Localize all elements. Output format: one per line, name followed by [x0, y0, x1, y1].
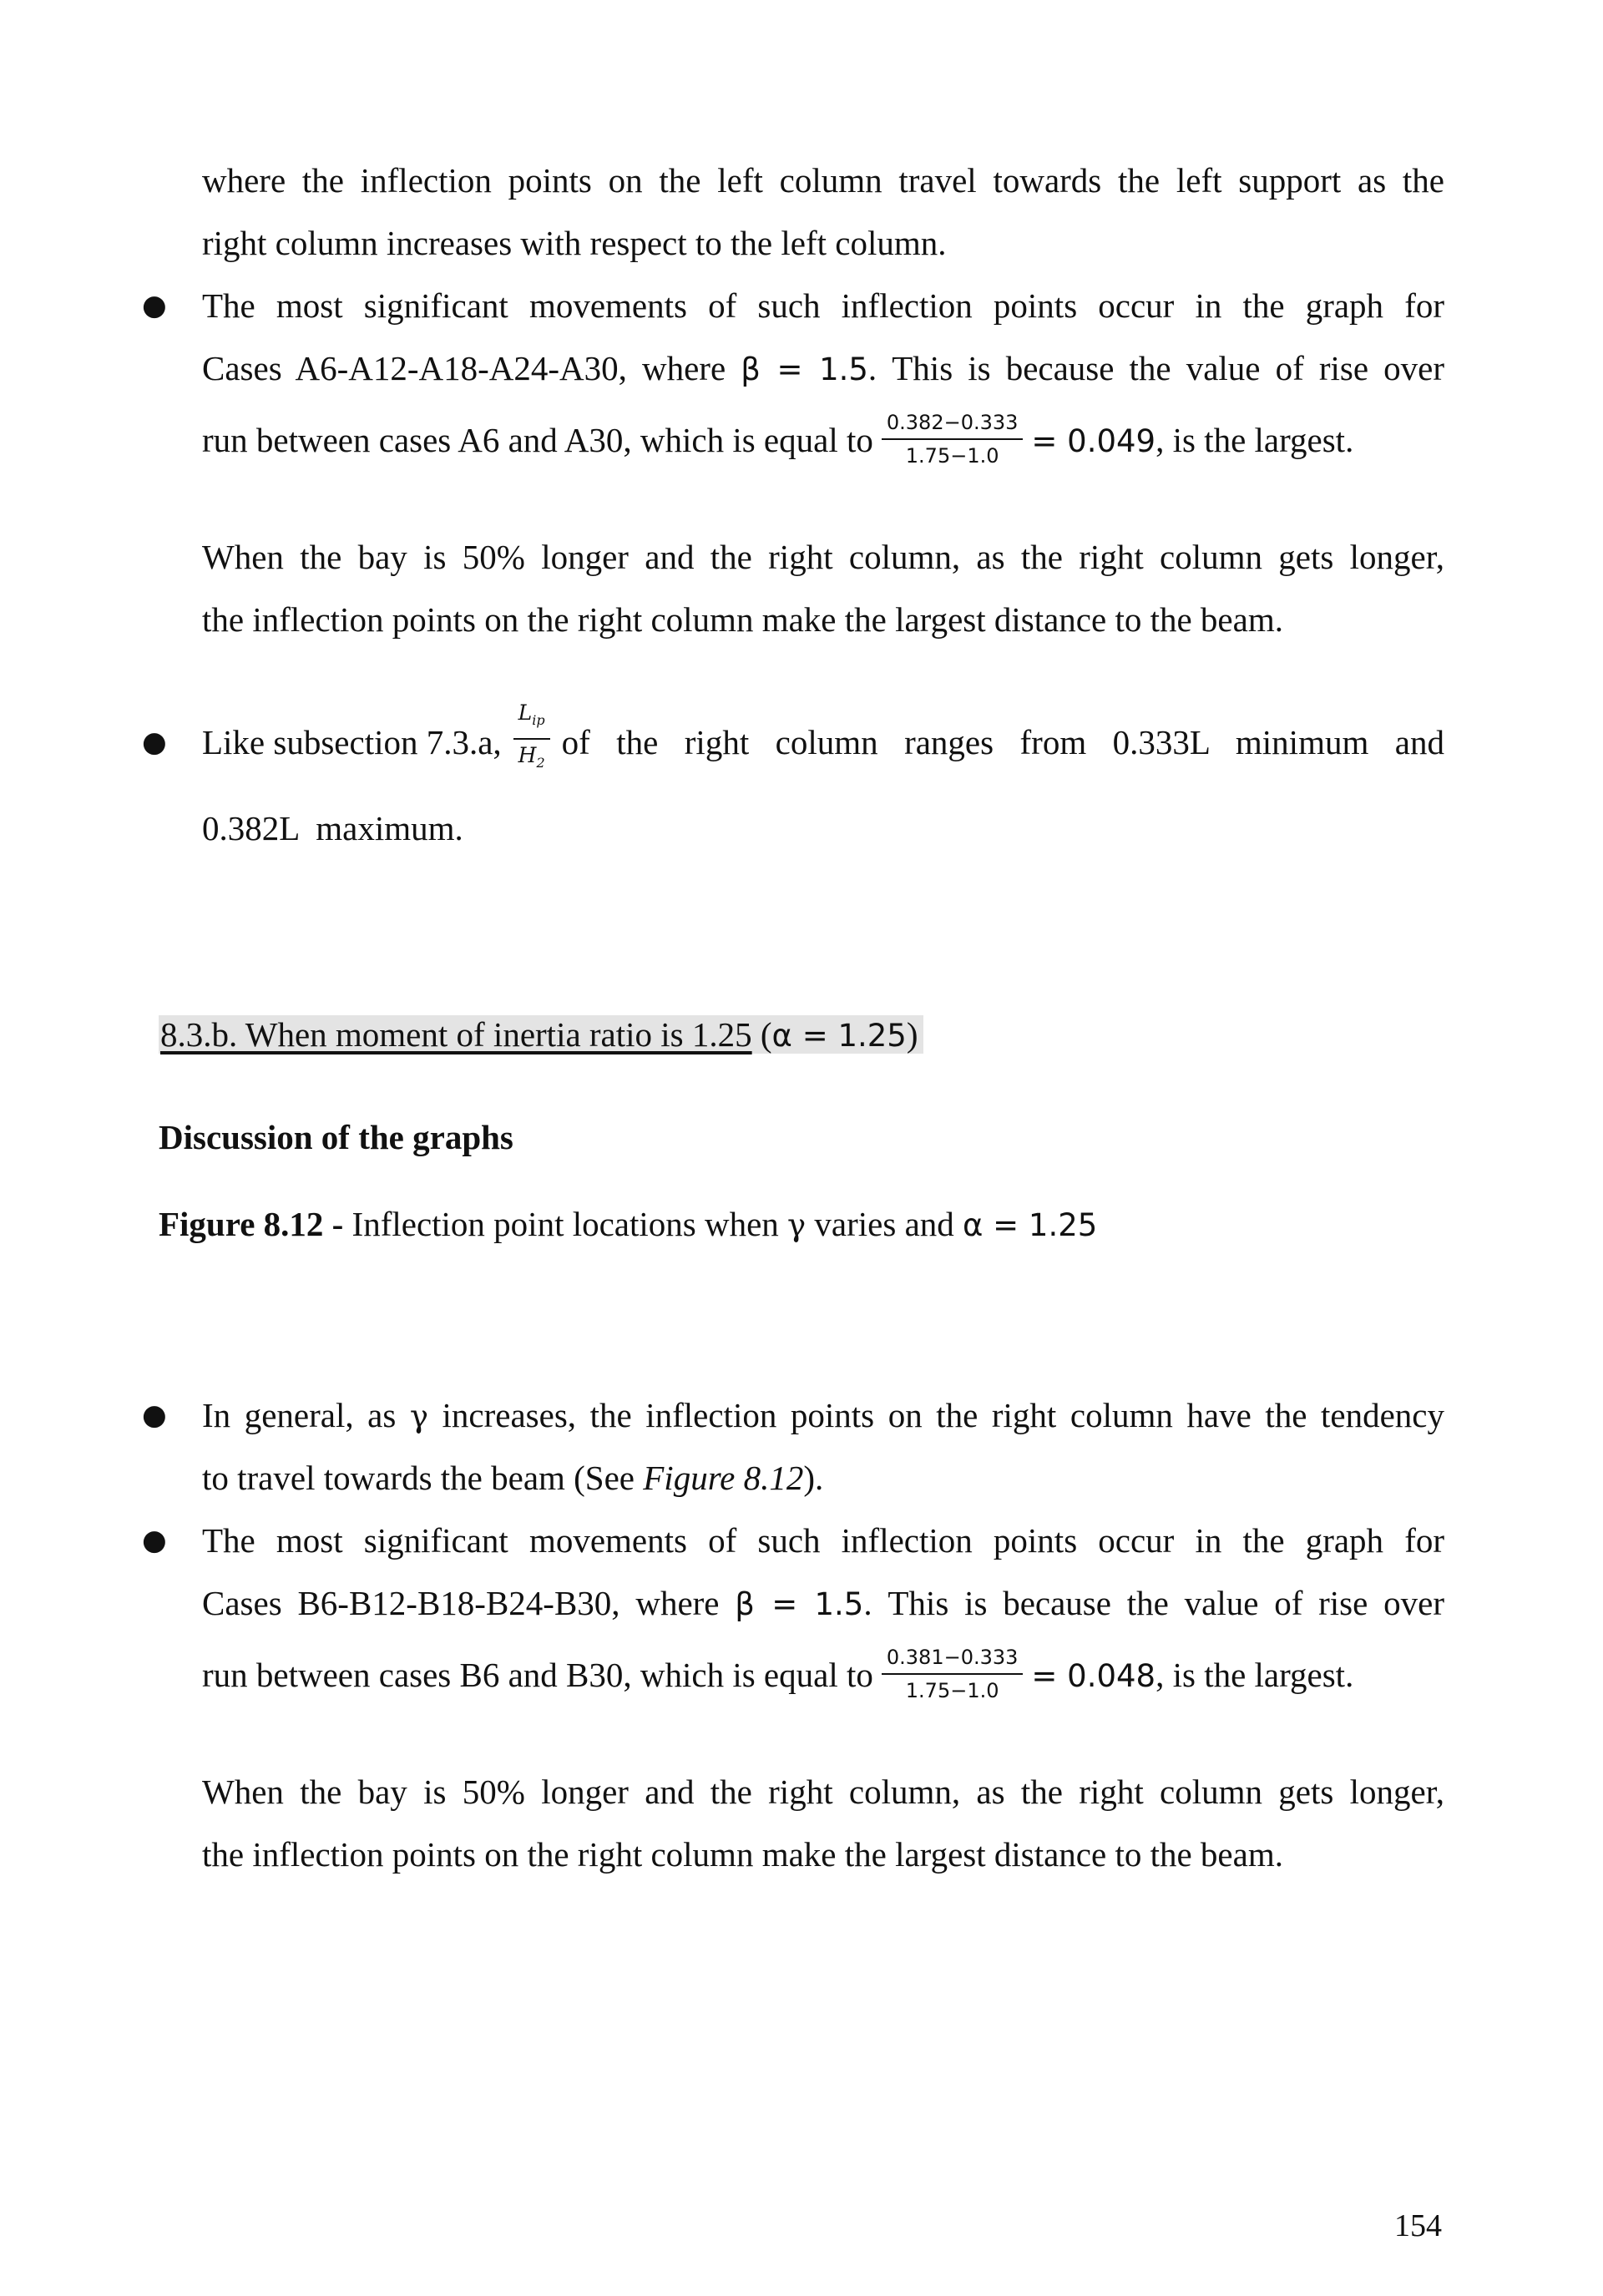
paragraph-line [202, 1384, 1444, 1448]
text: to travel towards the beam (See [202, 1459, 644, 1497]
text: run between cases A6 and A30, which is equal to [202, 421, 873, 459]
bullet-icon: ● [142, 726, 167, 759]
beta-equation: β = 1.5 [741, 351, 868, 387]
variable-l: L [518, 700, 533, 725]
section-title-text: 8.3.b. When moment of inertia ratio is 1.25 [160, 1015, 752, 1054]
text: The most significant movements of such inflection points occur in the graph for [202, 286, 1444, 325]
subscript-ip: ip [532, 711, 545, 728]
text: . This is because the value of rise over [863, 1584, 1444, 1622]
paragraph-line [202, 1510, 1444, 1572]
paragraph-line [202, 589, 1444, 651]
text: ( [751, 1015, 772, 1054]
text: Cases B6-B12-B18-B24-B30, where [202, 1584, 736, 1622]
alpha-equation: α = 1.25 [963, 1207, 1098, 1243]
paragraph-line [202, 212, 1444, 275]
text: of the right column ranges from 0.333L minimum and [561, 723, 1444, 761]
text: , is the largest. [1155, 421, 1354, 459]
fraction-numerator: 0.381−0.333 [882, 1645, 1024, 1675]
fraction-denominator [513, 740, 550, 776]
text: run between cases B6 and B30, which is equal to [202, 1656, 873, 1694]
text: the inflection points on the right column make the largest distance to the beam. [202, 1835, 1283, 1874]
paragraph-line [202, 337, 1444, 401]
text: Cases A6-A12-A18-A24-A30, where [202, 349, 741, 387]
text: ) [906, 1015, 918, 1054]
text: varies and [806, 1205, 963, 1243]
text: When the bay is 50% longer and the right column, as the right column gets longer, [202, 538, 1444, 576]
text: 0.382L maximum. [202, 809, 463, 847]
gamma-symbol: γ [787, 1207, 807, 1243]
paragraph-line [202, 1572, 1444, 1636]
text: where the inflection points on the left column travel towards the left support as the [202, 161, 1444, 200]
paragraph-line [202, 149, 1444, 212]
paragraph-line [202, 1447, 1444, 1510]
text: , is the largest. [1155, 1656, 1354, 1694]
text: increases, the inflection points on the right column have the tendency [427, 1396, 1444, 1434]
text: When the bay is 50% longer and the right column, as the right column gets longer, [202, 1773, 1444, 1811]
text: the inflection points on the right column make the largest distance to the beam. [202, 600, 1283, 639]
alpha-equation: α = 1.25 [771, 1018, 907, 1054]
bullet-icon: ● [142, 289, 167, 322]
paragraph-line [202, 1761, 1444, 1823]
lip-over-h2-fraction [513, 700, 550, 776]
result-equation: = 0.049 [1031, 423, 1156, 459]
text: In general, as [202, 1396, 410, 1434]
paragraph-line [202, 1823, 1444, 1886]
figure-reference: Figure 8.12 [643, 1459, 804, 1497]
paragraph-line [202, 1644, 1444, 1708]
rise-over-run-fraction [882, 1645, 1024, 1703]
fraction-numerator: 0.382−0.333 [882, 410, 1024, 440]
fraction-denominator: 1.75−1.0 [905, 1678, 999, 1702]
text: ). [803, 1459, 824, 1497]
section-title-highlight [159, 1015, 923, 1054]
gamma-symbol: γ [409, 1398, 428, 1434]
subscript-2: 2 [536, 754, 545, 771]
text: Like subsection 7.3.a, [202, 723, 502, 761]
paragraph-line [202, 526, 1444, 589]
bullet-icon: ● [142, 1524, 167, 1557]
fraction-numerator [513, 700, 550, 740]
rise-over-run-fraction [882, 410, 1024, 468]
result-equation: = 0.048 [1031, 1658, 1156, 1694]
text: . This is because the value of rise over [867, 349, 1444, 387]
paragraph-line [202, 275, 1444, 337]
paragraph-line [202, 409, 1444, 473]
figure-caption [159, 1199, 1097, 1251]
section-heading [159, 1009, 923, 1061]
discussion-heading: Discussion of the graphs [159, 1118, 513, 1156]
beta-equation: β = 1.5 [735, 1586, 864, 1622]
text: Inflection point locations when [343, 1205, 788, 1243]
bullet-icon: ● [142, 1398, 167, 1432]
fraction-denominator: 1.75−1.0 [905, 443, 999, 468]
text: right column increases with respect to the left column. [202, 224, 947, 262]
variable-h: H [518, 742, 537, 767]
page-number: 154 [1394, 2208, 1442, 2243]
figure-label: Figure 8.12 - [159, 1205, 344, 1243]
paragraph-line [202, 700, 1444, 774]
paragraph-line [202, 797, 1444, 860]
text: The most significant movements of such inflection points occur in the graph for [202, 1521, 1444, 1560]
